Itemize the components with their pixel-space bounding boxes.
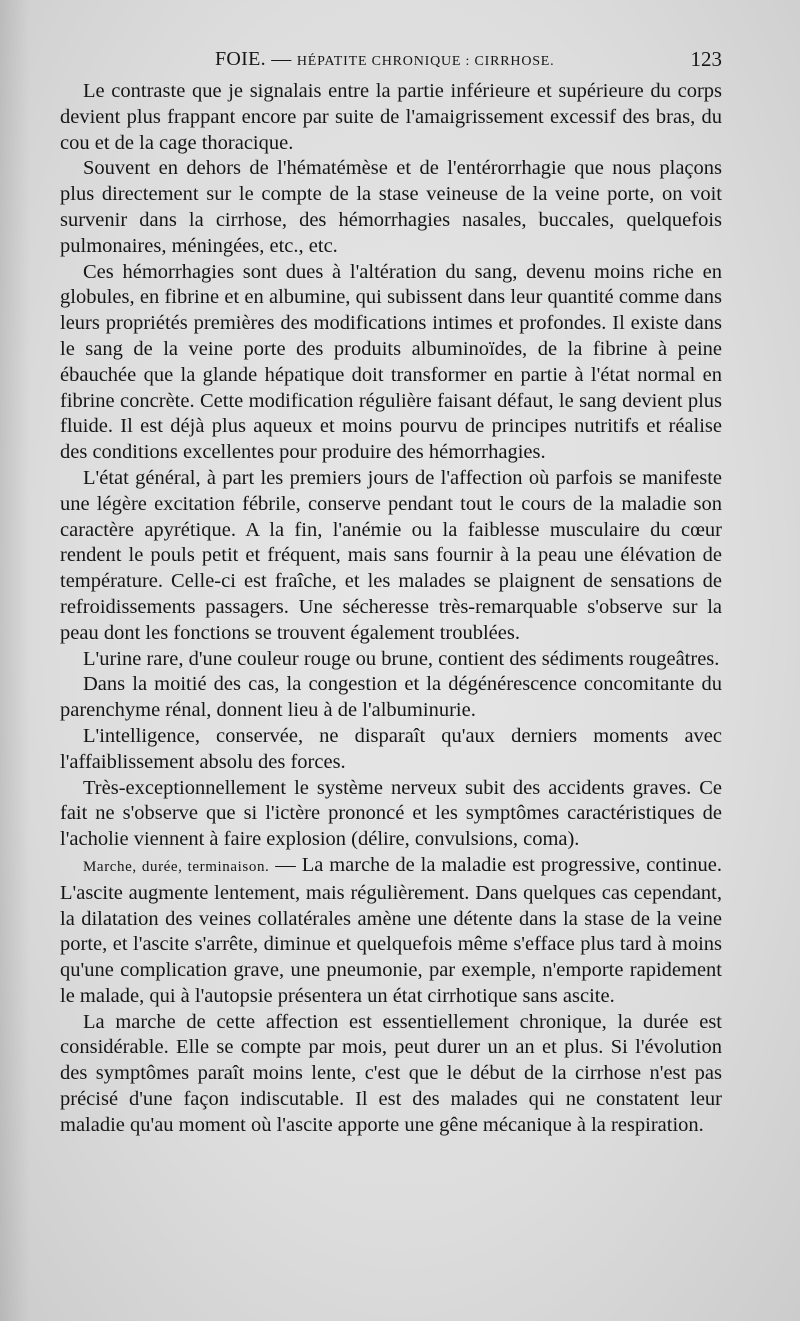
paragraph: Très-exceptionnellement le système nerveux subit des accidents graves. Ce fait ne s'observe que si l'ictère prononcé et les symptômes caractéristiques de l'acholie viennent à faire explosion (délire, convulsions, coma). [60,776,722,851]
paragraph: L'intelligence, conservée, ne disparaît qu'aux derniers moments avec l'affaiblissement absolu des forces. [60,724,722,773]
running-title-main: FOIE. — [215,48,292,70]
paragraph: Souvent en dehors de l'hématémèse et de l'entérorrhagie que nous plaçons plus directement sur le compte de la stase veineuse de la veine porte, on voit survenir dans la cirrhose, des hémorrhagies nasales, buccales, quelquefois pulmonaires, méningées, etc., etc. [60,157,722,257]
section-text: La marche de la maladie est progressive, continue. L'ascite augmente lentement, mais régulièrement. Dans quelques cas cependant, la dilatation des veines collatérales amène une détente dans la stase de la veine porte, et l'ascite s'arrête, diminue et quelquefois même s'efface plus tard à moins qu'une complication grave, une pneumonie, par exemple, n'emporte rapidement le malade, qui à l'autopsie présentera un état cirrhotique sans ascite. [60,853,722,1007]
body-text [60,79,722,1139]
paragraph: La marche de cette affection est essentiellement chronique, la durée est considérable. Elle se compte par mois, peut durer un an et plus. Si l'évolution des symptômes paraît moins lente, c'est que le début de la cirrhose n'est pas précisé d'une façon indiscutable. Il est des malades qui ne constatent leur maladie qu'au moment où l'ascite apporte une gêne mécanique à la respiration. [60,1010,722,1136]
paragraph: Ces hémorrhagies sont dues à l'altération du sang, devenu moins riche en globules, en fibrine et en albumine, qui subissent dans leur quantité comme dans leurs propriétés premières des modifications intimes et profondes. Il existe dans le sang de la veine porte des produits albuminoïdes, de la fibrine à peine ébauchée que la glande hépatique doit transformer en partie à l'état normal en fibrine concrète. Cette modification régulière faisant défaut, le sang devient plus fluide. Il est déjà plus aqueux et moins pourvu de principes nutritifs et réalise des conditions excellentes pour produire des hémorrhagies. [60,260,722,464]
paragraph: Dans la moitié des cas, la congestion et la dégénérescence concomitante du parenchyme rénal, donnent lieu à de l'albuminurie. [60,673,722,722]
section-dash: — [269,853,302,876]
page-number: 123 [690,47,722,71]
running-title [215,44,554,77]
running-title-subtitle: HÉPATITE CHRONIQUE : CIRRHOSE. [296,54,555,69]
paragraph: Le contraste que je signalais entre la partie inférieure et supérieure du corps devient plus frappant encore par suite de l'amaigrissement excessif des bras, du cou et de la cage thoracique. [60,80,722,154]
section-heading: Marche, durée, terminaison. [83,858,270,875]
paragraph: L'état général, à part les premiers jours de l'affection où parfois se manifeste une légère excitation fébrile, conserve pendant tout le cours de la maladie son caractère apyrétique. A la fin, l'anémie ou la faiblesse musculaire du cœur rendent le pouls petit et fréquent, mais sans fournir à la peau une élévation de température. Celle-ci est fraîche, et les malades se plaignent de sensations de refroidissements passagers. Une sécheresse très-remarquable s'observe sur la peau dont les fonctions se trouvent également troublées. [60,466,722,644]
section-paragraph [60,853,722,1010]
running-header [60,44,722,74]
paragraph: L'urine rare, d'une couleur rouge ou brune, contient des sédiments rougeâtres. [83,647,720,670]
